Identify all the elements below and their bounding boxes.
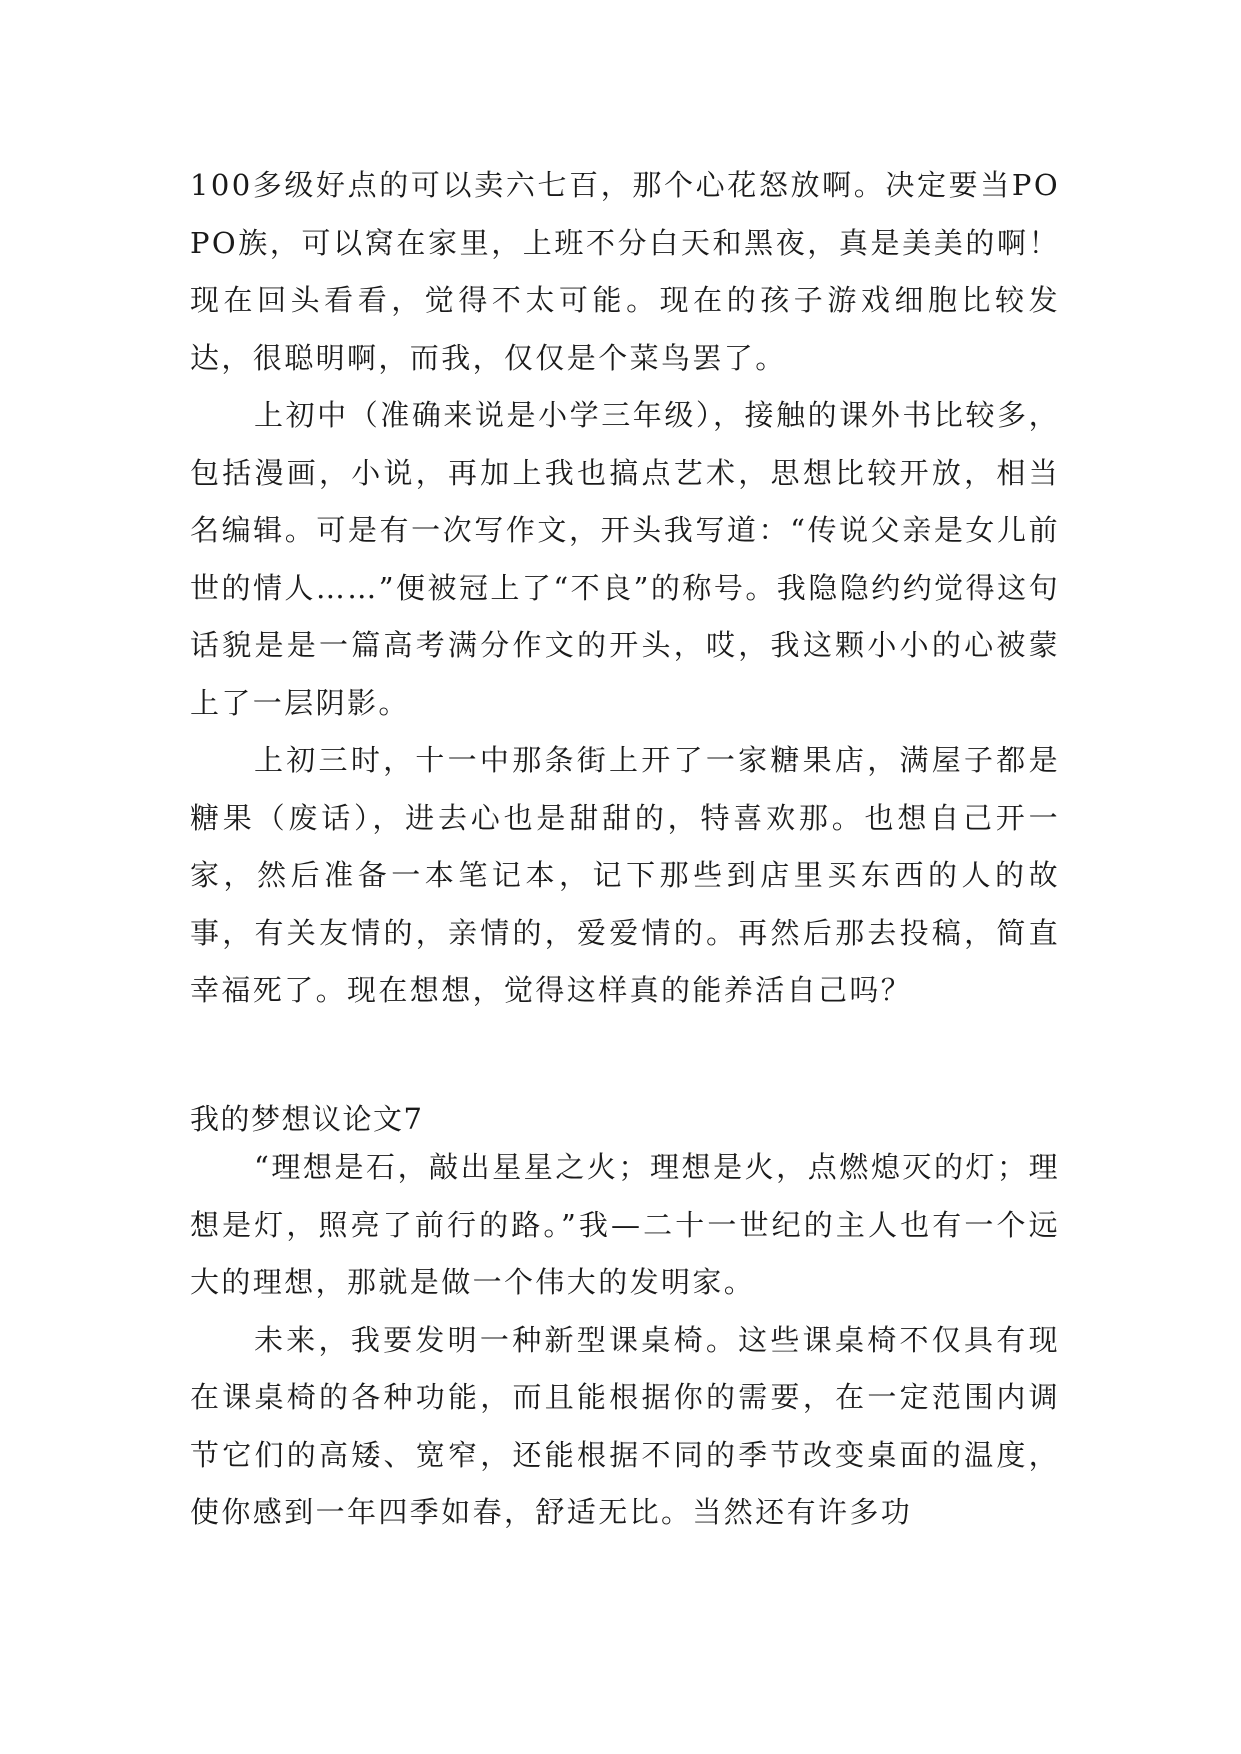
paragraph-future-desk: 未来，我要发明一种新型课桌椅。这些课桌椅不仅具有现在课桌椅的各种功能，而且能根据你的需要，在一定范围内调节它们的高矮、宽窄，还能根据不同的季节改变桌面的温度，使你感到一年四季如春，舒适无比。当然还有许多功 xyxy=(190,1322,1060,1529)
body-text-part-2 xyxy=(190,1139,1060,1542)
body-text-part-1 xyxy=(190,157,1060,1020)
paragraph-junior-high: 上初中（准确来说是小学三年级），接触的课外书比较多，包括漫画，小说，再加上我也搞点艺术，思想比较开放，相当名编辑。可是有一次写作文，开头我写道：“传说父亲是女儿前世的情人……”便被冠上了“不良”的称号。我隐隐约约觉得这句话貌是是一篇高考满分作文的开头，哎，我这颗小小的心被蒙上了一层阴影。 xyxy=(190,398,1060,720)
paragraph-ideal-quote: “理想是石，敲出星星之火；理想是火，点燃熄灭的灯；理想是灯，照亮了前行的路。”我—二十一世纪的主人也有一个远大的理想，那就是做一个伟大的发明家。 xyxy=(190,1150,1060,1299)
paragraph-candy-shop: 上初三时，十一中那条街上开了一家糖果店，满屋子都是糖果（废话），进去心也是甜甜的，特喜欢那。也想自己开一家，然后准备一本笔记本，记下那些到店里买东西的人的故事，有关友情的，亲情的，爱爱情的。再然后那去投稿，简直幸福死了。现在想想，觉得这样真的能养活自己吗？ xyxy=(190,743,1060,1007)
paragraph-continued: 100多级好点的可以卖六七百，那个心花怒放啊。决定要当POPO族，可以窝在家里，上班不分白天和黑夜，真是美美的啊！现在回头看看，觉得不太可能。现在的孩子游戏细胞比较发达，很聪明啊，而我，仅仅是个菜鸟罢了。 xyxy=(190,168,1060,375)
section-heading: 我的梦想议论文7 xyxy=(190,1102,424,1136)
